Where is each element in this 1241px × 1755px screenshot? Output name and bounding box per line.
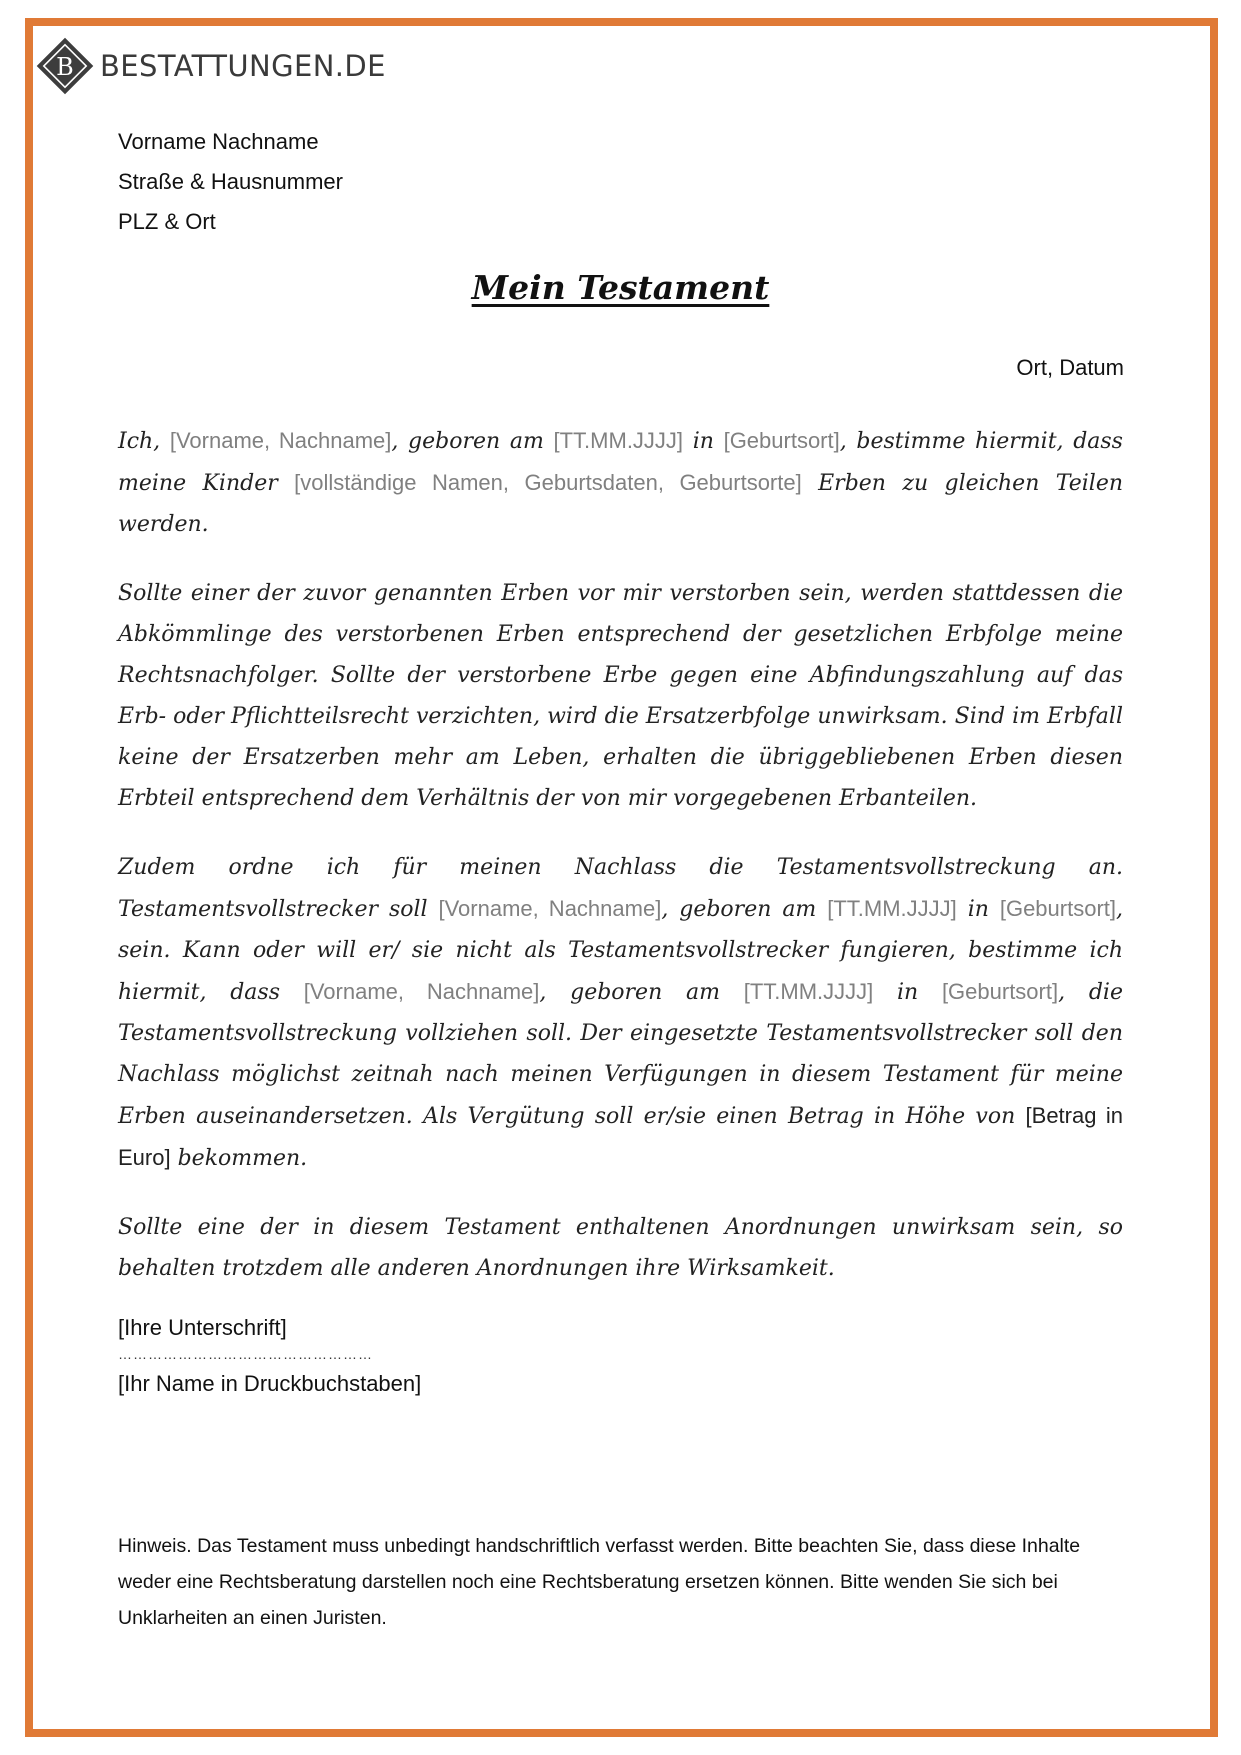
- text-segment: in: [683, 429, 724, 454]
- placeholder-date: [TT.MM.JJJJ]: [743, 979, 874, 1004]
- paragraph-heirs: [118, 420, 1123, 545]
- placeholder-date: [TT.MM.JJJJ]: [553, 428, 684, 453]
- placeholder-birthplace: [Geburtsort]: [999, 896, 1116, 921]
- paragraph-severability: Sollte eine der in diesem Testament enthaltenen Anordnungen unwirksam sein, so behalten trotzdem alle anderen Anordnungen ihre Wirksamkeit.: [118, 1215, 1123, 1281]
- text-segment: in: [873, 980, 942, 1005]
- printed-name-label: [Ihr Name in Druckbuchstaben]: [118, 1371, 422, 1396]
- signature-label: [Ihre Unterschrift]: [118, 1315, 287, 1340]
- legal-note: Hinweis. Das Testament muss unbedingt handschriftlich verfasst werden. Bitte beachten Sie, dass diese Inhalte weder eine Rechtsberatung darstellen noch eine Rechtsberatung ersetzen können. Bitte wenden Sie sich bei Unklarheiten an einen Juristen.: [118, 1535, 1081, 1629]
- text-segment: Zudem ordne ich für meinen Nachlass die Testamentsvollstreckung an. Testamentsvollstrecker soll: [118, 855, 1123, 922]
- placeholder-birthplace: [Geburtsort]: [941, 979, 1059, 1004]
- address-name: Vorname Nachname: [118, 129, 319, 154]
- testament-body: [118, 420, 1123, 1317]
- logo-letter: B: [56, 53, 74, 81]
- text-segment: , die Testamentsvollstreckung vollziehen soll. Der eingesetzte Testamentsvollstrecker soll den Nachlass möglichst zeitnah nach meinen Verfügungen in diesem Testament für meine Erben auseinandersetzen. Als Vergütung soll er/sie einen Betrag in Höhe von: [118, 980, 1123, 1129]
- address-street: Straße & Hausnummer: [118, 169, 343, 194]
- paragraph-substitute-heirs: Sollte einer der zuvor genannten Erben vor mir verstorben sein, werden stattdessen die Abkömmlinge des verstorbenen Erben entsprechend der gesetzlichen Erbfolge meine Rechtsnachfolger. Sollte der verstorbene Erbe gegen eine Abfindungszahlung auf das Erb- oder Pflichtteilsrecht verzichten, wird die Ersatzerbfolge unwirksam. Sind im Erbfall keine der Ersatzerben mehr am Leben, erhalten die übriggebliebenen Erben diesen Erbteil entsprechend dem Verhältnis der von mir vorgegebenen Erbanteilen.: [118, 581, 1123, 811]
- sender-address: [118, 122, 343, 242]
- signature-line: ……………………………………………: [118, 1346, 373, 1362]
- address-city: PLZ & Ort: [118, 209, 216, 234]
- text-segment: in: [956, 897, 1000, 922]
- placeholder-birthplace: [Geburtsort]: [723, 428, 840, 453]
- placeholder-name: [Vorname, Nachname]: [438, 896, 662, 921]
- text-segment: , sein. Kann oder will er/ sie nicht als Testamentsvollstrecker fungieren, bestimme ich hiermit, dass: [118, 897, 1123, 1005]
- text-segment: bekommen.: [170, 1146, 308, 1171]
- brand-logo: [36, 36, 386, 96]
- placeholder-name: [Vorname, Nachname]: [169, 428, 392, 453]
- text-segment: Ich,: [118, 429, 170, 454]
- signature-block: [118, 1312, 421, 1400]
- placeholder-name: [Vorname, Nachname]: [303, 979, 540, 1004]
- document-title: Mein Testament: [471, 268, 770, 307]
- text-segment: , bestimme hiermit, dass meine Kinder: [118, 429, 1123, 496]
- brand-name: BESTATTUNGEN.DE: [100, 49, 386, 83]
- placeholder-children: [vollständige Namen, Geburtsdaten, Geburtsorte]: [294, 470, 802, 495]
- text-segment: , geboren am: [661, 897, 828, 922]
- placeholder-amount: [Betrag in Euro]: [118, 1103, 1123, 1170]
- placeholder-date: [TT.MM.JJJJ]: [827, 896, 957, 921]
- place-date: Ort, Datum: [1016, 355, 1124, 380]
- text-segment: , geboren am: [391, 429, 554, 454]
- paragraph-executor: [118, 847, 1123, 1179]
- text-segment: , geboren am: [539, 980, 744, 1005]
- diamond-b-logo-icon: [36, 37, 94, 95]
- text-segment: Erben zu gleichen Teilen werden.: [118, 471, 1124, 537]
